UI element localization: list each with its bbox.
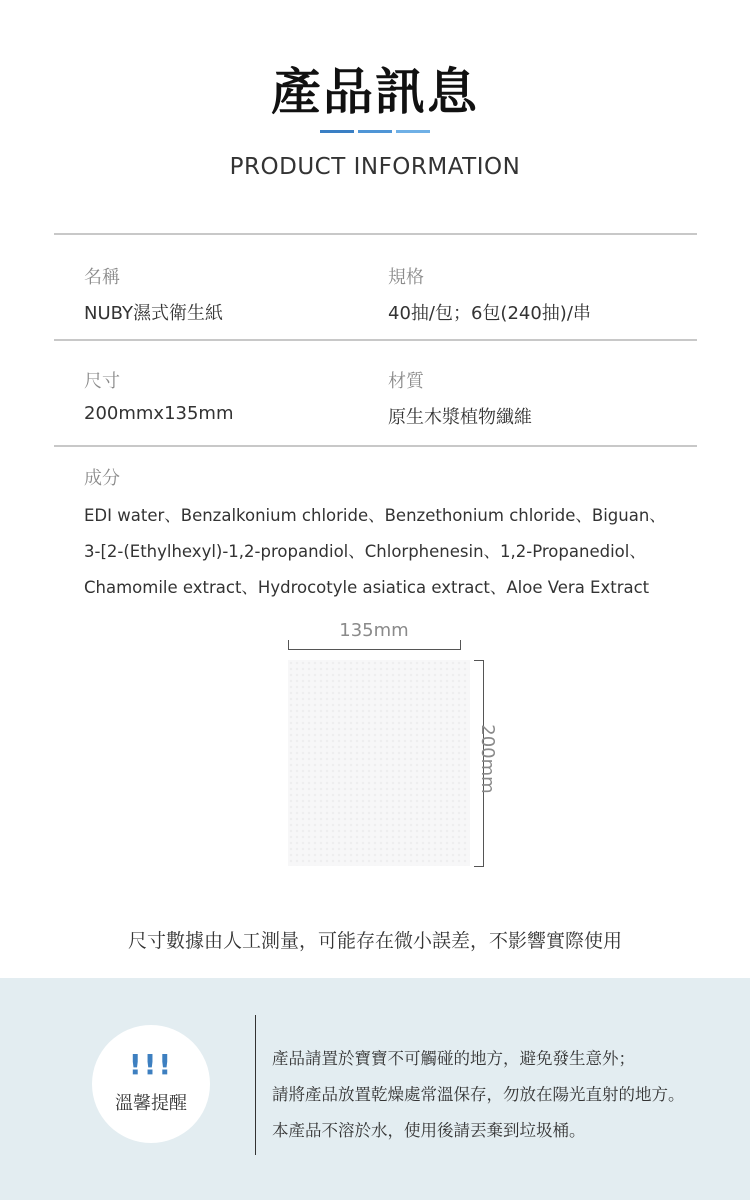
size-value: 200mmx135mm <box>84 403 234 424</box>
height-dimension-label: 200mm <box>477 724 498 794</box>
ingredients-line: EDI water、Benzalkonium chloride、Benzethonium chloride、Biguan、 <box>84 506 666 525</box>
exclamation-icon: !!! <box>128 1048 174 1081</box>
warning-line: 產品請置於寶寶不可觸碰的地方，避免發生意外； <box>272 1049 635 1068</box>
width-dimension-label: 135mm <box>339 620 409 641</box>
page-title: 產品訊息 <box>271 63 479 121</box>
ingredients-line: Chamomile extract、Hydrocotyle asiatica extract、Aloe Vera Extract <box>84 578 650 597</box>
width-dimension-bracket <box>288 640 461 650</box>
divider <box>54 445 697 447</box>
warning-label: 溫馨提醒 <box>115 1093 187 1114</box>
spec-label: 規格 <box>388 267 424 288</box>
title-accent-bar <box>396 130 430 133</box>
name-value: NUBY濕式衛生紙 <box>84 303 223 324</box>
title-accent-bar <box>358 130 392 133</box>
divider <box>54 339 697 341</box>
name-label: 名稱 <box>84 267 120 288</box>
warning-badge <box>92 1025 210 1143</box>
material-value: 原生木漿植物纖維 <box>388 407 532 428</box>
wipe-image <box>288 660 470 866</box>
material-label: 材質 <box>388 371 424 392</box>
ingredients-label: 成分 <box>84 468 120 489</box>
size-label: 尺寸 <box>84 371 120 392</box>
divider <box>54 233 697 235</box>
warning-divider <box>255 1015 256 1155</box>
measurement-note: 尺寸數據由人工測量，可能存在微小誤差，不影響實際使用 <box>127 930 622 952</box>
title-accent-bar <box>320 130 354 133</box>
spec-value: 40抽/包；6包(240抽)/串 <box>388 303 591 324</box>
warning-line: 請將產品放置乾燥處常溫保存，勿放在陽光直射的地方。 <box>272 1085 685 1104</box>
warning-line: 本產品不溶於水，使用後請丟棄到垃圾桶。 <box>272 1121 586 1140</box>
ingredients-line: 3-[2-(Ethylhexyl)-1,2-propandiol、Chlorphenesin、1,2-Propanediol、 <box>84 542 646 561</box>
page-subtitle: PRODUCT INFORMATION <box>229 154 521 180</box>
